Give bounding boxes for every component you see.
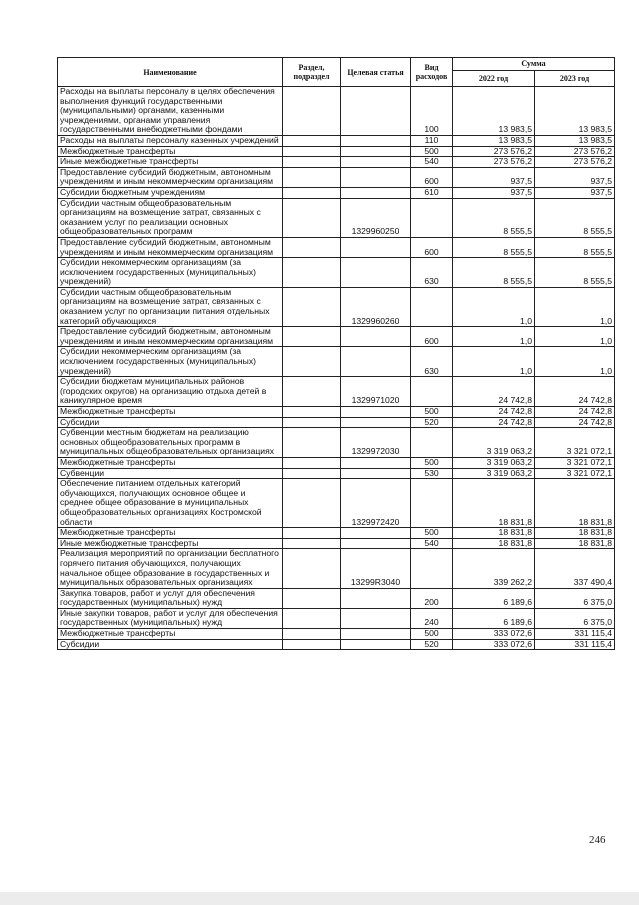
row-name: Межбюджетные трансферты xyxy=(58,629,283,640)
row-target: 13299R3040 xyxy=(341,549,411,588)
row-name: Субсидии некоммерческим организациям (за исключением государственных (муниципальных) учреждений) xyxy=(58,347,283,377)
table-row xyxy=(58,87,615,136)
table-row xyxy=(58,167,615,187)
row-sum-2022: 8 555,5 xyxy=(453,258,535,288)
row-target xyxy=(341,588,411,608)
header-type: Вид расходов xyxy=(411,58,453,87)
row-section xyxy=(283,608,341,628)
row-name: Реализация мероприятий по организации бесплатного горячего питания обучающихся, получающих начальное общее образование в государственных и муниципальных образовательных организациях xyxy=(58,549,283,588)
row-sum-2022: 937,5 xyxy=(453,167,535,187)
row-sum-2022: 937,5 xyxy=(453,187,535,198)
row-name: Субсидии xyxy=(58,417,283,428)
row-sum-2023: 13 983,5 xyxy=(535,87,615,136)
row-expense-type xyxy=(411,428,453,458)
row-section xyxy=(283,347,341,377)
row-expense-type xyxy=(411,287,453,326)
row-sum-2022: 24 742,8 xyxy=(453,417,535,428)
row-section xyxy=(283,187,341,198)
row-sum-2022: 339 262,2 xyxy=(453,549,535,588)
row-target: 1329972030 xyxy=(341,428,411,458)
row-section xyxy=(283,417,341,428)
table-row xyxy=(58,629,615,640)
row-expense-type xyxy=(411,198,453,237)
row-name: Иные межбюджетные трансферты xyxy=(58,157,283,168)
row-expense-type: 630 xyxy=(411,258,453,288)
row-name: Иные межбюджетные трансферты xyxy=(58,538,283,549)
table-row xyxy=(58,639,615,650)
row-target xyxy=(341,157,411,168)
header-section: Раздел, подраздел xyxy=(283,58,341,87)
row-section xyxy=(283,629,341,640)
row-sum-2022: 1,0 xyxy=(453,287,535,326)
table-row xyxy=(58,417,615,428)
table-row xyxy=(58,407,615,418)
row-target xyxy=(341,639,411,650)
row-name: Межбюджетные трансферты xyxy=(58,407,283,418)
row-name: Закупка товаров, работ и услуг для обеспечения государственных (муниципальных) нужд xyxy=(58,588,283,608)
row-target: 1329972420 xyxy=(341,479,411,528)
row-sum-2022: 18 831,8 xyxy=(453,538,535,549)
row-target xyxy=(341,468,411,479)
row-sum-2022: 3 319 063,2 xyxy=(453,468,535,479)
table-header xyxy=(58,58,615,87)
header-year-2023: 2023 год xyxy=(535,70,615,86)
row-expense-type: 500 xyxy=(411,457,453,468)
row-expense-type: 600 xyxy=(411,237,453,257)
row-target: 1329971020 xyxy=(341,377,411,407)
row-section xyxy=(283,639,341,650)
row-sum-2023: 6 375,0 xyxy=(535,608,615,628)
row-name: Обеспечение питанием отдельных категорий обучающихся, получающих основное общее и среднее общее образование в муниципальных общеобразовательных организациях Костромской области xyxy=(58,479,283,528)
row-section xyxy=(283,157,341,168)
table-row xyxy=(58,327,615,347)
row-target xyxy=(341,237,411,257)
table-row xyxy=(58,187,615,198)
row-sum-2023: 273 576,2 xyxy=(535,157,615,168)
row-name: Предоставление субсидий бюджетным, автономным учреждениям и иным некоммерческим организациям xyxy=(58,327,283,347)
row-target xyxy=(341,187,411,198)
table-row xyxy=(58,457,615,468)
row-name: Межбюджетные трансферты xyxy=(58,146,283,157)
row-sum-2022: 6 189,6 xyxy=(453,588,535,608)
row-expense-type: 500 xyxy=(411,407,453,418)
budget-table xyxy=(57,57,615,650)
table-row xyxy=(58,157,615,168)
row-expense-type: 540 xyxy=(411,538,453,549)
row-sum-2022: 273 576,2 xyxy=(453,146,535,157)
row-section xyxy=(283,468,341,479)
row-target xyxy=(341,347,411,377)
row-sum-2022: 333 072,6 xyxy=(453,629,535,640)
row-section xyxy=(283,258,341,288)
row-name: Субсидии частным общеобразовательным организациям на возмещение затрат, связанных с оказанием услуг по реализации основных общеобразовательных программ xyxy=(58,198,283,237)
row-name: Расходы на выплаты персоналу в целях обеспечения выполнения функций государственными (муниципальными) органами, казенными учреждениями, органами управления государственными внебюджетными фондами xyxy=(58,87,283,136)
header-sum: Сумма xyxy=(453,58,615,71)
row-name: Предоставление субсидий бюджетным, автономным учреждениям и иным некоммерческим организациям xyxy=(58,167,283,187)
row-sum-2023: 18 831,8 xyxy=(535,528,615,539)
row-sum-2023: 3 321 072,1 xyxy=(535,468,615,479)
row-target xyxy=(341,327,411,347)
scan-footer-band xyxy=(0,892,639,905)
table-row xyxy=(58,468,615,479)
row-expense-type: 520 xyxy=(411,639,453,650)
row-expense-type: 540 xyxy=(411,157,453,168)
row-section xyxy=(283,538,341,549)
row-target: 1329960250 xyxy=(341,198,411,237)
row-sum-2023: 937,5 xyxy=(535,167,615,187)
row-sum-2023: 337 490,4 xyxy=(535,549,615,588)
row-target xyxy=(341,167,411,187)
row-target xyxy=(341,528,411,539)
row-sum-2022: 1,0 xyxy=(453,347,535,377)
row-sum-2022: 18 831,8 xyxy=(453,479,535,528)
table-row xyxy=(58,146,615,157)
row-expense-type: 630 xyxy=(411,347,453,377)
row-expense-type xyxy=(411,549,453,588)
row-sum-2022: 13 983,5 xyxy=(453,135,535,146)
table-row xyxy=(58,135,615,146)
row-sum-2023: 1,0 xyxy=(535,327,615,347)
row-sum-2023: 1,0 xyxy=(535,287,615,326)
row-name: Иные закупки товаров, работ и услуг для обеспечения государственных (муниципальных) нужд xyxy=(58,608,283,628)
row-expense-type: 600 xyxy=(411,327,453,347)
row-sum-2022: 13 983,5 xyxy=(453,87,535,136)
table-row xyxy=(58,377,615,407)
row-name: Субвенции местным бюджетам на реализацию основных общеобразовательных программ в муниципальных общеобразовательных организациях xyxy=(58,428,283,458)
page-number: 246 xyxy=(589,834,606,846)
row-sum-2023: 331 115,4 xyxy=(535,639,615,650)
row-target xyxy=(341,407,411,418)
row-name: Субсидии бюджетным учреждениям xyxy=(58,187,283,198)
table-row xyxy=(58,538,615,549)
row-section xyxy=(283,87,341,136)
row-sum-2023: 24 742,8 xyxy=(535,377,615,407)
row-section xyxy=(283,479,341,528)
row-sum-2023: 937,5 xyxy=(535,187,615,198)
row-target xyxy=(341,417,411,428)
row-sum-2022: 1,0 xyxy=(453,327,535,347)
row-name: Субвенции xyxy=(58,468,283,479)
row-sum-2022: 333 072,6 xyxy=(453,639,535,650)
row-sum-2023: 18 831,8 xyxy=(535,538,615,549)
row-section xyxy=(283,377,341,407)
row-sum-2023: 8 555,5 xyxy=(535,237,615,257)
row-section xyxy=(283,457,341,468)
row-sum-2022: 6 189,6 xyxy=(453,608,535,628)
row-sum-2022: 3 319 063,2 xyxy=(453,457,535,468)
row-section xyxy=(283,167,341,187)
row-sum-2023: 3 321 072,1 xyxy=(535,457,615,468)
row-expense-type: 100 xyxy=(411,87,453,136)
row-target xyxy=(341,608,411,628)
row-expense-type: 520 xyxy=(411,417,453,428)
row-section xyxy=(283,198,341,237)
row-target xyxy=(341,538,411,549)
row-target xyxy=(341,258,411,288)
row-target xyxy=(341,135,411,146)
row-sum-2023: 273 576,2 xyxy=(535,146,615,157)
row-section xyxy=(283,407,341,418)
table-body xyxy=(58,87,615,650)
row-sum-2023: 18 831,8 xyxy=(535,479,615,528)
row-name: Предоставление субсидий бюджетным, автономным учреждениям и иным некоммерческим организациям xyxy=(58,237,283,257)
row-name: Субсидии некоммерческим организациям (за исключением государственных (муниципальных) учреждений) xyxy=(58,258,283,288)
row-section xyxy=(283,528,341,539)
row-expense-type: 600 xyxy=(411,167,453,187)
row-sum-2022: 8 555,5 xyxy=(453,237,535,257)
row-expense-type: 530 xyxy=(411,468,453,479)
header-name: Наименование xyxy=(58,58,283,87)
row-name: Межбюджетные трансферты xyxy=(58,528,283,539)
row-name: Субсидии бюджетам муниципальных районов (городских округов) на организацию отдыха детей в каникулярное время xyxy=(58,377,283,407)
table-row xyxy=(58,287,615,326)
row-expense-type: 610 xyxy=(411,187,453,198)
row-expense-type: 110 xyxy=(411,135,453,146)
row-section xyxy=(283,549,341,588)
row-section xyxy=(283,428,341,458)
row-section xyxy=(283,287,341,326)
row-sum-2023: 3 321 072,1 xyxy=(535,428,615,458)
row-sum-2023: 13 983,5 xyxy=(535,135,615,146)
table-row xyxy=(58,588,615,608)
table-row xyxy=(58,347,615,377)
table-row xyxy=(58,258,615,288)
row-name: Межбюджетные трансферты xyxy=(58,457,283,468)
row-section xyxy=(283,237,341,257)
row-sum-2023: 8 555,5 xyxy=(535,258,615,288)
row-section xyxy=(283,588,341,608)
row-expense-type: 240 xyxy=(411,608,453,628)
row-sum-2022: 24 742,8 xyxy=(453,377,535,407)
row-target xyxy=(341,629,411,640)
row-sum-2022: 273 576,2 xyxy=(453,157,535,168)
row-target xyxy=(341,457,411,468)
row-expense-type xyxy=(411,479,453,528)
table-row xyxy=(58,608,615,628)
row-sum-2023: 1,0 xyxy=(535,347,615,377)
row-target: 1329960260 xyxy=(341,287,411,326)
row-expense-type: 500 xyxy=(411,146,453,157)
row-sum-2023: 24 742,8 xyxy=(535,407,615,418)
table-row xyxy=(58,528,615,539)
row-expense-type: 500 xyxy=(411,629,453,640)
table-row xyxy=(58,479,615,528)
row-sum-2023: 24 742,8 xyxy=(535,417,615,428)
row-sum-2023: 8 555,5 xyxy=(535,198,615,237)
row-sum-2022: 8 555,5 xyxy=(453,198,535,237)
row-section xyxy=(283,327,341,347)
row-expense-type xyxy=(411,377,453,407)
table-row xyxy=(58,428,615,458)
row-expense-type: 500 xyxy=(411,528,453,539)
row-section xyxy=(283,146,341,157)
row-sum-2023: 331 115,4 xyxy=(535,629,615,640)
row-expense-type: 200 xyxy=(411,588,453,608)
header-target: Целевая статья xyxy=(341,58,411,87)
row-sum-2022: 18 831,8 xyxy=(453,528,535,539)
row-name: Субсидии xyxy=(58,639,283,650)
row-name: Расходы на выплаты персоналу казенных учреждений xyxy=(58,135,283,146)
table-row xyxy=(58,549,615,588)
header-year-2022: 2022 год xyxy=(453,70,535,86)
row-target xyxy=(341,146,411,157)
row-name: Субсидии частным общеобразовательным организациям на возмещение затрат, связанных с оказанием услуг по организации питания отдельных категорий обучающихся xyxy=(58,287,283,326)
row-sum-2022: 24 742,8 xyxy=(453,407,535,418)
row-section xyxy=(283,135,341,146)
table-row xyxy=(58,198,615,237)
row-sum-2023: 6 375,0 xyxy=(535,588,615,608)
row-sum-2022: 3 319 063,2 xyxy=(453,428,535,458)
table-row xyxy=(58,237,615,257)
row-target xyxy=(341,87,411,136)
